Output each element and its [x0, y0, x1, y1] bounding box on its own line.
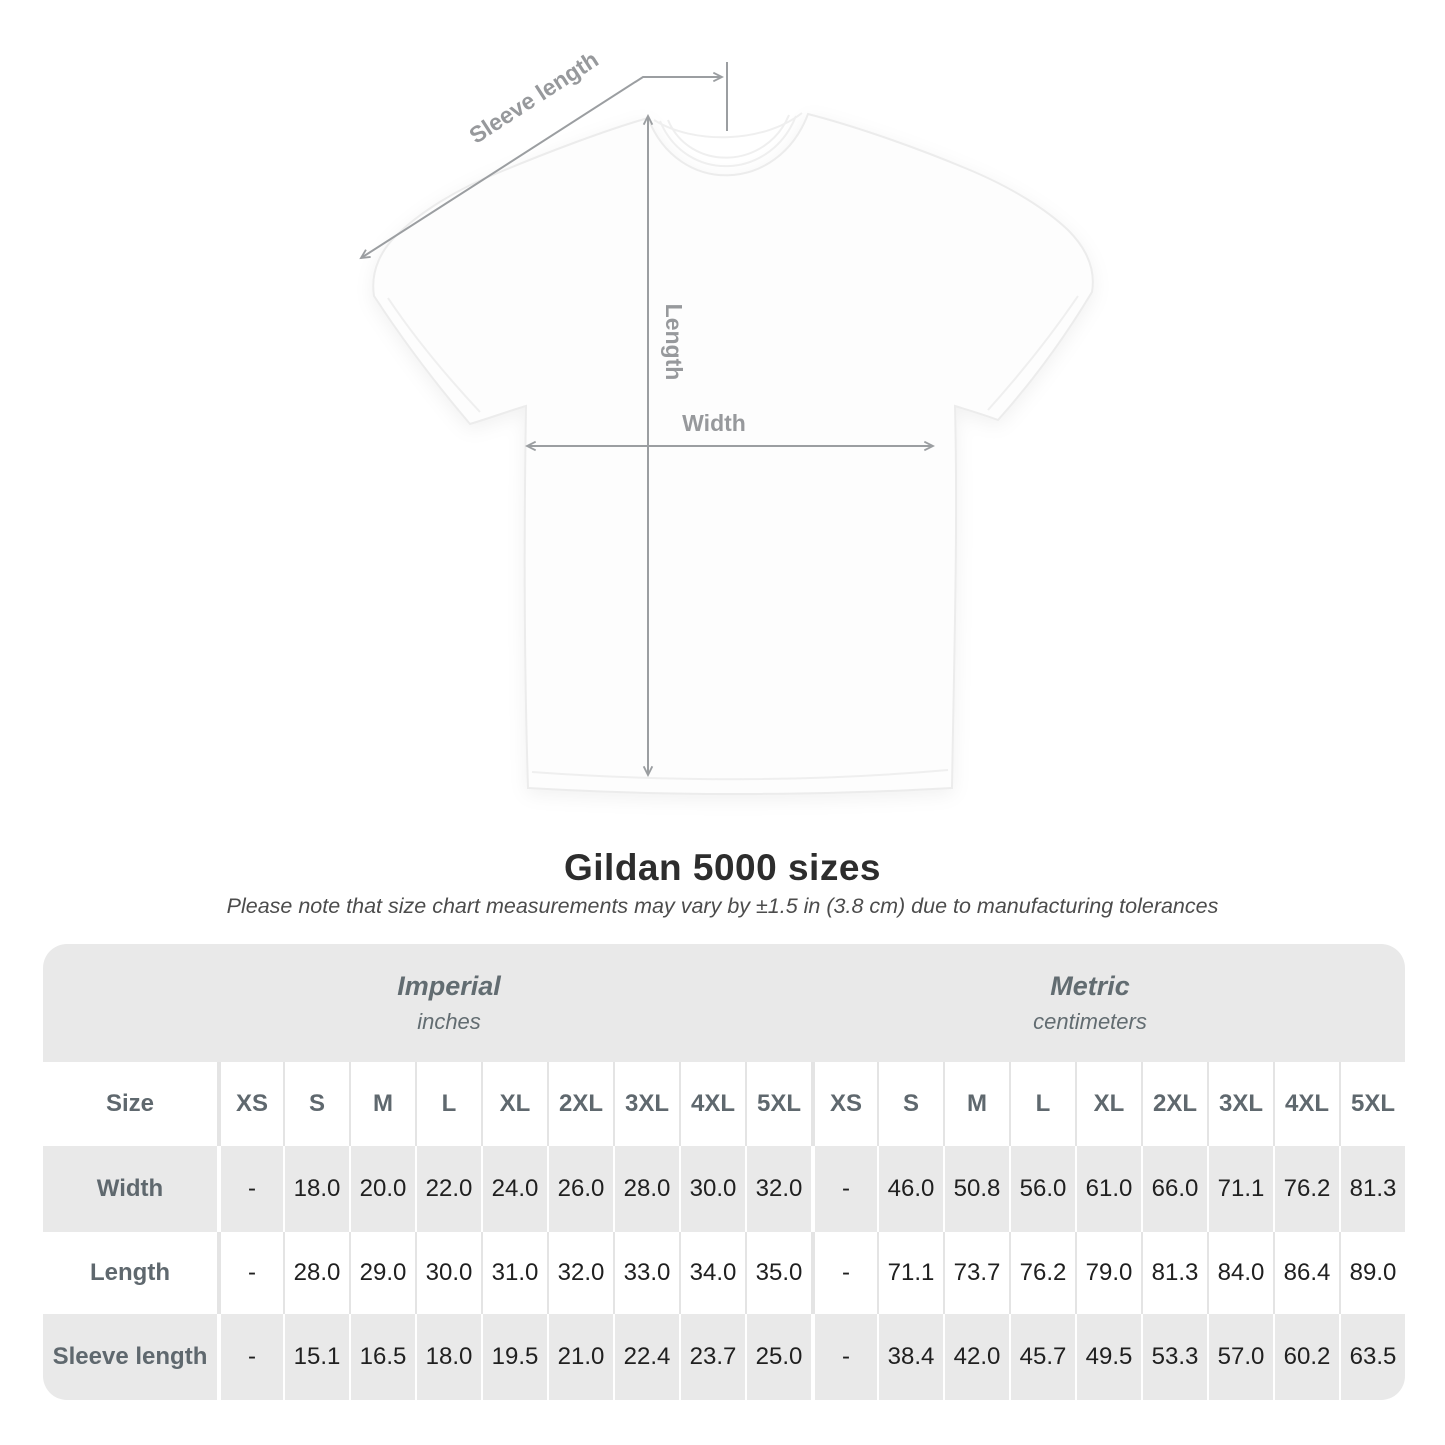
width-metric-value: - [811, 1146, 877, 1232]
metric-size-header: XL [1075, 1062, 1141, 1146]
sleeve-length-label: Sleeve length [464, 46, 603, 149]
width-metric-value: 76.2 [1273, 1146, 1339, 1232]
sleeve-imperial-value: 15.1 [283, 1314, 349, 1400]
width-metric-value: 81.3 [1339, 1146, 1405, 1232]
width-metric-value: 66.0 [1141, 1146, 1207, 1232]
width-imperial-value: 22.0 [415, 1146, 481, 1232]
length-imperial-value: 34.0 [679, 1232, 745, 1314]
width-metric-value: 46.0 [877, 1146, 943, 1232]
sleeve-metric-value: 49.5 [1075, 1314, 1141, 1400]
row-label-length: Length [43, 1232, 217, 1314]
length-metric-value: 81.3 [1141, 1232, 1207, 1314]
sleeve-metric-value: 42.0 [943, 1314, 1009, 1400]
length-imperial-value: 32.0 [547, 1232, 613, 1314]
width-imperial-value: - [217, 1146, 283, 1232]
length-metric-value: 86.4 [1273, 1232, 1339, 1314]
metric-size-header: 5XL [1339, 1062, 1405, 1146]
length-label: Length [661, 303, 687, 381]
length-metric-value: 79.0 [1075, 1232, 1141, 1314]
imperial-size-header: M [349, 1062, 415, 1146]
tshirt-illustration [373, 113, 1093, 794]
length-metric-value: 71.1 [877, 1232, 943, 1314]
length-metric-value: - [811, 1232, 877, 1314]
metric-label: Metric [1050, 971, 1130, 1001]
sleeve-imperial-value: - [217, 1314, 283, 1400]
length-metric-value: 76.2 [1009, 1232, 1075, 1314]
width-imperial-value: 24.0 [481, 1146, 547, 1232]
imperial-size-header: L [415, 1062, 481, 1146]
metric-size-header: 2XL [1141, 1062, 1207, 1146]
sleeve-imperial-value: 16.5 [349, 1314, 415, 1400]
sleeve-imperial-value: 23.7 [679, 1314, 745, 1400]
width-imperial-value: 18.0 [283, 1146, 349, 1232]
length-metric-value: 89.0 [1339, 1232, 1405, 1314]
width-imperial-value: 28.0 [613, 1146, 679, 1232]
metric-unit-header [811, 944, 1405, 1062]
length-imperial-value: 29.0 [349, 1232, 415, 1314]
width-metric-value: 71.1 [1207, 1146, 1273, 1232]
length-metric-value: 84.0 [1207, 1232, 1273, 1314]
imperial-size-header: 5XL [745, 1062, 811, 1146]
imperial-size-header: 2XL [547, 1062, 613, 1146]
metric-size-header: 3XL [1207, 1062, 1273, 1146]
width-imperial-value: 20.0 [349, 1146, 415, 1232]
length-imperial-value: 30.0 [415, 1232, 481, 1314]
imperial-size-header: XL [481, 1062, 547, 1146]
metric-size-header: S [877, 1062, 943, 1146]
length-imperial-value: 31.0 [481, 1232, 547, 1314]
imperial-unit-header [43, 944, 811, 1062]
length-imperial-value: - [217, 1232, 283, 1314]
width-imperial-value: 26.0 [547, 1146, 613, 1232]
imperial-size-header: 4XL [679, 1062, 745, 1146]
sleeve-metric-value: 53.3 [1141, 1314, 1207, 1400]
imperial-size-header: 3XL [613, 1062, 679, 1146]
width-metric-value: 50.8 [943, 1146, 1009, 1232]
imperial-size-header: S [283, 1062, 349, 1146]
imperial-label: Imperial [397, 971, 501, 1001]
sleeve-imperial-value: 22.4 [613, 1314, 679, 1400]
row-label-width: Width [43, 1146, 217, 1232]
sleeve-metric-value: - [811, 1314, 877, 1400]
imperial-size-header: XS [217, 1062, 283, 1146]
width-imperial-value: 32.0 [745, 1146, 811, 1232]
sleeve-metric-value: 63.5 [1339, 1314, 1405, 1400]
row-label-sleeve-length: Sleeve length [43, 1314, 217, 1400]
width-imperial-value: 30.0 [679, 1146, 745, 1232]
size-column-header: Size [43, 1062, 217, 1146]
width-metric-value: 56.0 [1009, 1146, 1075, 1232]
size-table [43, 944, 1405, 1400]
metric-size-header: M [943, 1062, 1009, 1146]
length-metric-value: 73.7 [943, 1232, 1009, 1314]
metric-size-header: 4XL [1273, 1062, 1339, 1146]
sleeve-imperial-value: 18.0 [415, 1314, 481, 1400]
sleeve-imperial-value: 25.0 [745, 1314, 811, 1400]
sleeve-imperial-value: 21.0 [547, 1314, 613, 1400]
length-imperial-value: 35.0 [745, 1232, 811, 1314]
tshirt-body [373, 114, 1093, 794]
sleeve-imperial-value: 19.5 [481, 1314, 547, 1400]
metric-size-header: XS [811, 1062, 877, 1146]
sleeve-metric-value: 45.7 [1009, 1314, 1075, 1400]
width-metric-value: 61.0 [1075, 1146, 1141, 1232]
page-title: Gildan 5000 sizes [563, 847, 881, 888]
imperial-unit: inches [417, 1009, 481, 1034]
metric-size-header: L [1009, 1062, 1075, 1146]
length-imperial-value: 33.0 [613, 1232, 679, 1314]
sleeve-metric-value: 57.0 [1207, 1314, 1273, 1400]
tolerance-note: Please note that size chart measurements may vary by ±1.5 in (3.8 cm) due to manufacturing tolerances [226, 894, 1219, 918]
sleeve-metric-value: 60.2 [1273, 1314, 1339, 1400]
width-label: Width [682, 410, 746, 436]
metric-unit: centimeters [1033, 1009, 1147, 1034]
sleeve-metric-value: 38.4 [877, 1314, 943, 1400]
length-imperial-value: 28.0 [283, 1232, 349, 1314]
